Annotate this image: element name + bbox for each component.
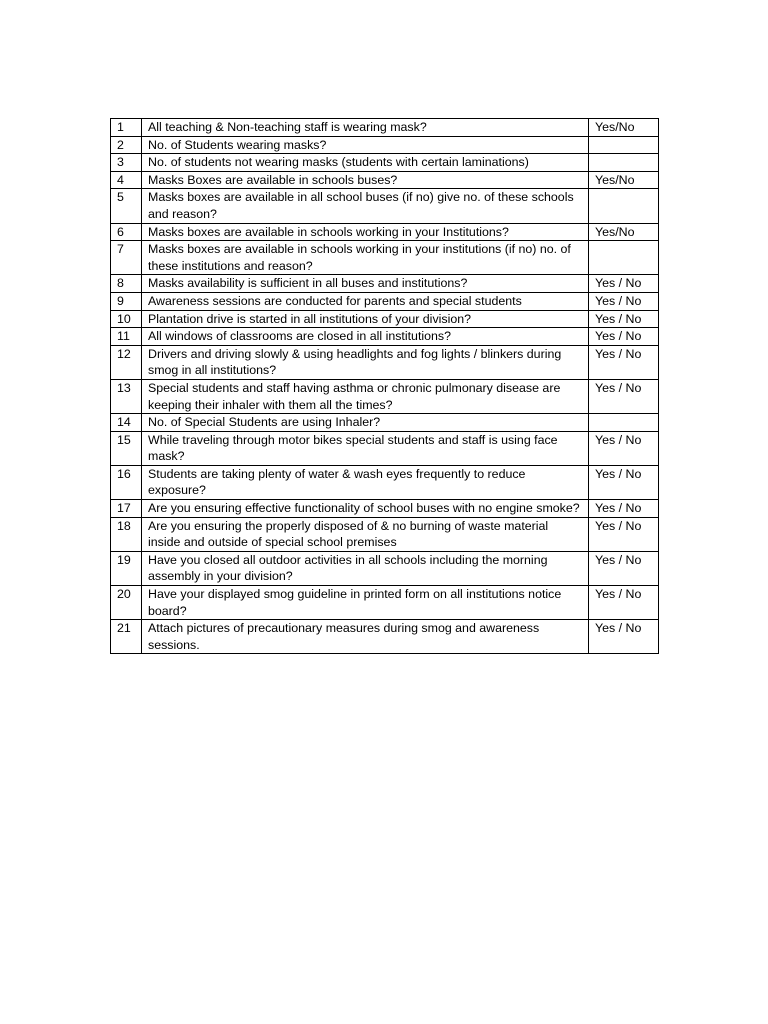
row-number: 5 [111, 189, 142, 223]
table-row [111, 465, 659, 499]
row-number: 17 [111, 500, 142, 518]
row-answer: Yes/No [589, 119, 659, 137]
row-question: Masks boxes are available in schools working in your Institutions? [142, 223, 589, 241]
row-question: Have you closed all outdoor activities in all schools including the morning assembly in your division? [142, 551, 589, 585]
row-question: Attach pictures of precautionary measures during smog and awareness sessions. [142, 620, 589, 654]
row-number: 7 [111, 241, 142, 275]
row-question: Special students and staff having asthma or chronic pulmonary disease are keeping their inhaler with them all the times? [142, 379, 589, 413]
row-answer: Yes/No [589, 171, 659, 189]
table-row [111, 551, 659, 585]
table-row [111, 379, 659, 413]
table-row [111, 241, 659, 275]
table-row [111, 119, 659, 137]
table-row [111, 310, 659, 328]
row-question: All windows of classrooms are closed in all institutions? [142, 328, 589, 346]
row-answer [589, 241, 659, 275]
row-answer: Yes / No [589, 292, 659, 310]
table-row [111, 500, 659, 518]
row-answer [589, 136, 659, 154]
table-row [111, 586, 659, 620]
row-question: No. of students not wearing masks (students with certain laminations) [142, 154, 589, 172]
row-number: 1 [111, 119, 142, 137]
table-row [111, 223, 659, 241]
table-row [111, 328, 659, 346]
row-question: While traveling through motor bikes special students and staff is using face mask? [142, 431, 589, 465]
row-question: No. of Special Students are using Inhaler? [142, 414, 589, 432]
table-row [111, 345, 659, 379]
row-answer: Yes / No [589, 465, 659, 499]
table-row [111, 620, 659, 654]
row-answer: Yes / No [589, 500, 659, 518]
row-question: Are you ensuring effective functionality of school buses with no engine smoke? [142, 500, 589, 518]
smog-checklist-table [110, 118, 659, 654]
row-answer [589, 154, 659, 172]
row-answer: Yes / No [589, 517, 659, 551]
table-row [111, 517, 659, 551]
checklist-body [111, 119, 659, 654]
row-number: 20 [111, 586, 142, 620]
row-number: 8 [111, 275, 142, 293]
row-answer: Yes / No [589, 328, 659, 346]
row-answer: Yes / No [589, 620, 659, 654]
row-number: 15 [111, 431, 142, 465]
row-number: 21 [111, 620, 142, 654]
row-answer: Yes / No [589, 310, 659, 328]
row-answer [589, 414, 659, 432]
row-number: 10 [111, 310, 142, 328]
row-answer: Yes/No [589, 223, 659, 241]
table-row [111, 292, 659, 310]
row-question: Masks Boxes are available in schools buses? [142, 171, 589, 189]
table-row [111, 189, 659, 223]
row-question: Have your displayed smog guideline in printed form on all institutions notice board? [142, 586, 589, 620]
table-row [111, 136, 659, 154]
row-number: 4 [111, 171, 142, 189]
row-number: 13 [111, 379, 142, 413]
row-number: 19 [111, 551, 142, 585]
row-question: Masks boxes are available in schools working in your institutions (if no) no. of these institutions and reason? [142, 241, 589, 275]
row-number: 12 [111, 345, 142, 379]
row-answer: Yes / No [589, 275, 659, 293]
row-number: 18 [111, 517, 142, 551]
row-answer: Yes / No [589, 379, 659, 413]
row-question: Students are taking plenty of water & wash eyes frequently to reduce exposure? [142, 465, 589, 499]
row-number: 9 [111, 292, 142, 310]
row-answer: Yes / No [589, 551, 659, 585]
row-question: Awareness sessions are conducted for parents and special students [142, 292, 589, 310]
row-question: No. of Students wearing masks? [142, 136, 589, 154]
row-number: 2 [111, 136, 142, 154]
row-question: All teaching & Non-teaching staff is wearing mask? [142, 119, 589, 137]
table-row [111, 275, 659, 293]
row-answer [589, 189, 659, 223]
row-number: 14 [111, 414, 142, 432]
table-row [111, 171, 659, 189]
row-question: Drivers and driving slowly & using headlights and fog lights / blinkers during smog in all institutions? [142, 345, 589, 379]
table-row [111, 414, 659, 432]
row-question: Masks boxes are available in all school buses (if no) give no. of these schools and reason? [142, 189, 589, 223]
row-question: Plantation drive is started in all institutions of your division? [142, 310, 589, 328]
table-row [111, 431, 659, 465]
table-row [111, 154, 659, 172]
row-answer: Yes / No [589, 431, 659, 465]
row-number: 3 [111, 154, 142, 172]
row-question: Masks availability is sufficient in all buses and institutions? [142, 275, 589, 293]
row-number: 11 [111, 328, 142, 346]
row-question: Are you ensuring the properly disposed of & no burning of waste material inside and outside of special school premises [142, 517, 589, 551]
row-number: 6 [111, 223, 142, 241]
row-number: 16 [111, 465, 142, 499]
row-answer: Yes / No [589, 586, 659, 620]
row-answer: Yes / No [589, 345, 659, 379]
